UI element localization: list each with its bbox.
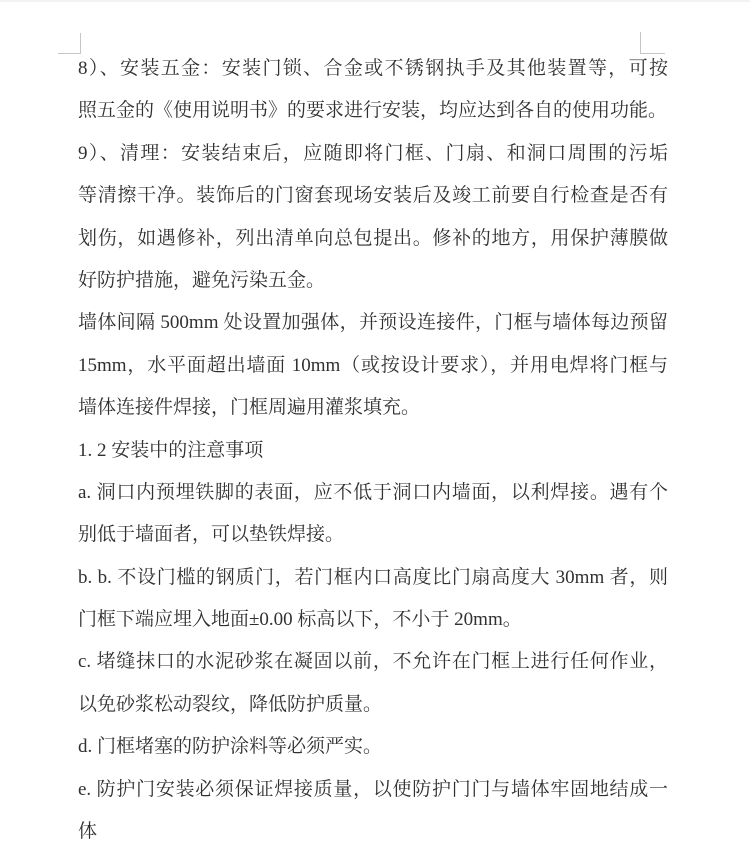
text-line: 好防护措施，避免污染五金。: [78, 269, 326, 291]
text-line: a. 洞口内预埋铁脚的表面，应不低于洞口内墙面，以利焊接。遇有个: [78, 481, 668, 503]
document-body: [78, 48, 668, 853]
text-line: 门框下端应埋入地面±0.00 标高以下，不小于 20mm。: [78, 609, 522, 631]
text-line: 以免砂浆松动裂纹，降低防护质量。: [78, 693, 383, 715]
text-line: 墙体连接件焊接，门框周遍用灌浆填充。: [78, 397, 421, 419]
text-line: d. 门框堵塞的防护涂料等必须严实。: [78, 736, 383, 758]
text-line: e. 防护门安装必须保证焊接质量，以使防护门门与墙体牢固地结成一: [78, 778, 668, 800]
text-line: 别低于墙面者，可以垫铁焊接。: [78, 524, 345, 546]
text-line: 等清擦干净。装饰后的门窗套现场安装后及竣工前要自行检查是否有: [78, 185, 668, 207]
text-line: 8）、安装五金：安装门锁、合金或不锈钢执手及其他装置等，可按: [78, 58, 668, 79]
text-line: b. b. 不设门槛的钢质门，若门框内口高度比门扇高度大 30mm 者，则: [78, 566, 668, 588]
window-top-edge: [0, 0, 750, 2]
text-line: 1. 2 安装中的注意事项: [78, 439, 264, 461]
text-line: 墙体间隔 500mm 处设置加强体，并预设连接件，门框与墙体每边预留: [78, 312, 668, 334]
text-line: 15mm，水平面超出墙面 10mm（或按设计要求），并用电焊将门框与: [78, 354, 668, 376]
text-line: 照五金的《使用说明书》的要求进行安装，均应达到各自的使用功能。: [78, 100, 668, 122]
text-line: 9）、清理：安装结束后，应随即将门框、门扇、和洞口周围的污垢: [78, 142, 668, 164]
text-line: c. 堵缝抹口的水泥砂浆在凝固以前，不允许在门框上进行任何作业，: [78, 651, 668, 673]
text-line: 划伤，如遇修补，列出清单向总包提出。修补的地方，用保护薄膜做: [78, 227, 668, 249]
text-line: 体: [78, 821, 98, 843]
